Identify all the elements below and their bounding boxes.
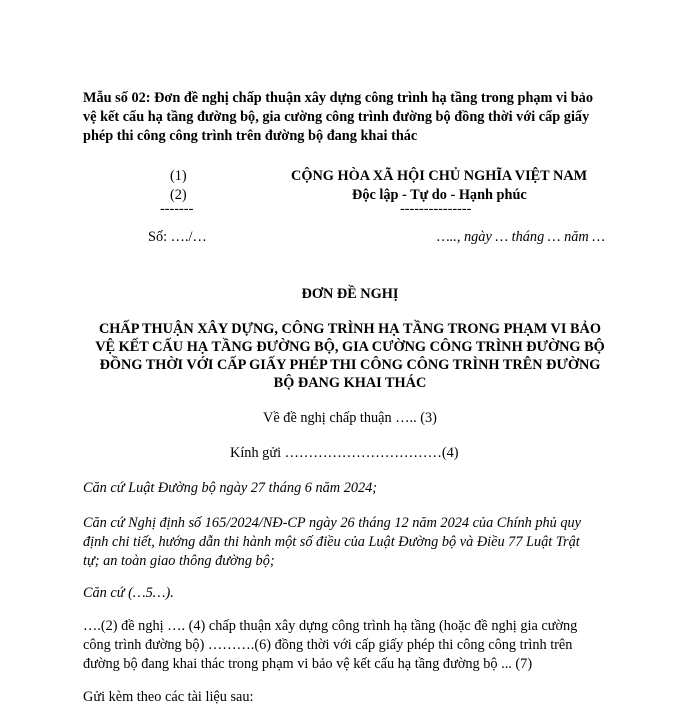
document-title: ĐƠN ĐỀ NGHỊ <box>301 286 399 302</box>
country-name: CỘNG HÒA XÃ HỘI CHỦ NGHĨA VIỆT NAM <box>291 168 588 184</box>
place-date: ….., ngày … tháng … năm … <box>437 229 605 245</box>
agency-placeholder-1: (1) <box>170 168 187 184</box>
addressee-line: Kính gửi ……………………………(4) <box>230 445 459 461</box>
regarding-line: Về đề nghị chấp thuận ….. (3) <box>263 410 437 426</box>
subject-line-2: VỆ KẾT CẤU HẠ TẦNG ĐƯỜNG BỘ, GIA CƯỜNG CÔNG TRÌNH ĐƯỜNG BỘ <box>95 339 605 355</box>
legal-basis-decree-line-1: Căn cứ Nghị định số 165/2024/NĐ-CP ngày 26 tháng 12 năm 2024 của Chính phủ quy <box>83 515 581 531</box>
subject-line-1: CHẤP THUẬN XÂY DỰNG, CÔNG TRÌNH HẠ TẦNG TRONG PHẠM VI BẢO <box>98 321 602 337</box>
legal-basis-decree-line-3: tự; an toàn giao thông đường bộ; <box>83 553 275 569</box>
document-number: Số: …./… <box>148 229 207 245</box>
legal-basis-decree-line-2: định chi tiết, hướng dẫn thi hành một số điều của Luật Đường bộ và Điều 77 Luật Trật <box>83 534 580 550</box>
form-title-line-2: vệ kết cấu hạ tầng đường bộ, gia cường công trình đường bộ đồng thời với cấp giấy <box>83 109 590 125</box>
left-divider: ------- <box>160 201 194 217</box>
request-line-1: ….(2) đề nghị …. (4) chấp thuận xây dựng công trình hạ tầng (hoặc đề nghị gia cường <box>83 618 578 634</box>
subject-line-3: ĐỒNG THỜI VỚI CẤP GIẤY PHÉP THI CÔNG CÔNG TRÌNH TRÊN ĐƯỜNG <box>99 357 601 373</box>
legal-basis-road-law: Căn cứ Luật Đường bộ ngày 27 tháng 6 năm 2024; <box>83 480 378 496</box>
form-title-line-3: phép thi công công trình trên đường bộ đang khai thác <box>83 128 418 144</box>
legal-basis-other: Căn cứ (…5…). <box>83 585 174 601</box>
form-title-line-1: Mẫu số 02: Đơn đề nghị chấp thuận xây dựng công trình hạ tầng trong phạm vi bảo <box>83 90 593 106</box>
national-motto: Độc lập - Tự do - Hạnh phúc <box>352 187 527 203</box>
agency-placeholder-2: (2) <box>170 187 187 203</box>
right-divider: --------------- <box>400 201 472 217</box>
subject-line-4: BỘ ĐANG KHAI THÁC <box>273 375 427 391</box>
request-line-2: công trình đường bộ) ……….(6) đồng thời với cấp giấy phép thi công công trình trên <box>83 637 573 653</box>
request-line-3: đường bộ đang khai thác trong phạm vi bảo vệ kết cấu hạ tầng đường bộ ... (7) <box>83 656 533 672</box>
attachments-label: Gửi kèm theo các tài liệu sau: <box>83 689 254 705</box>
